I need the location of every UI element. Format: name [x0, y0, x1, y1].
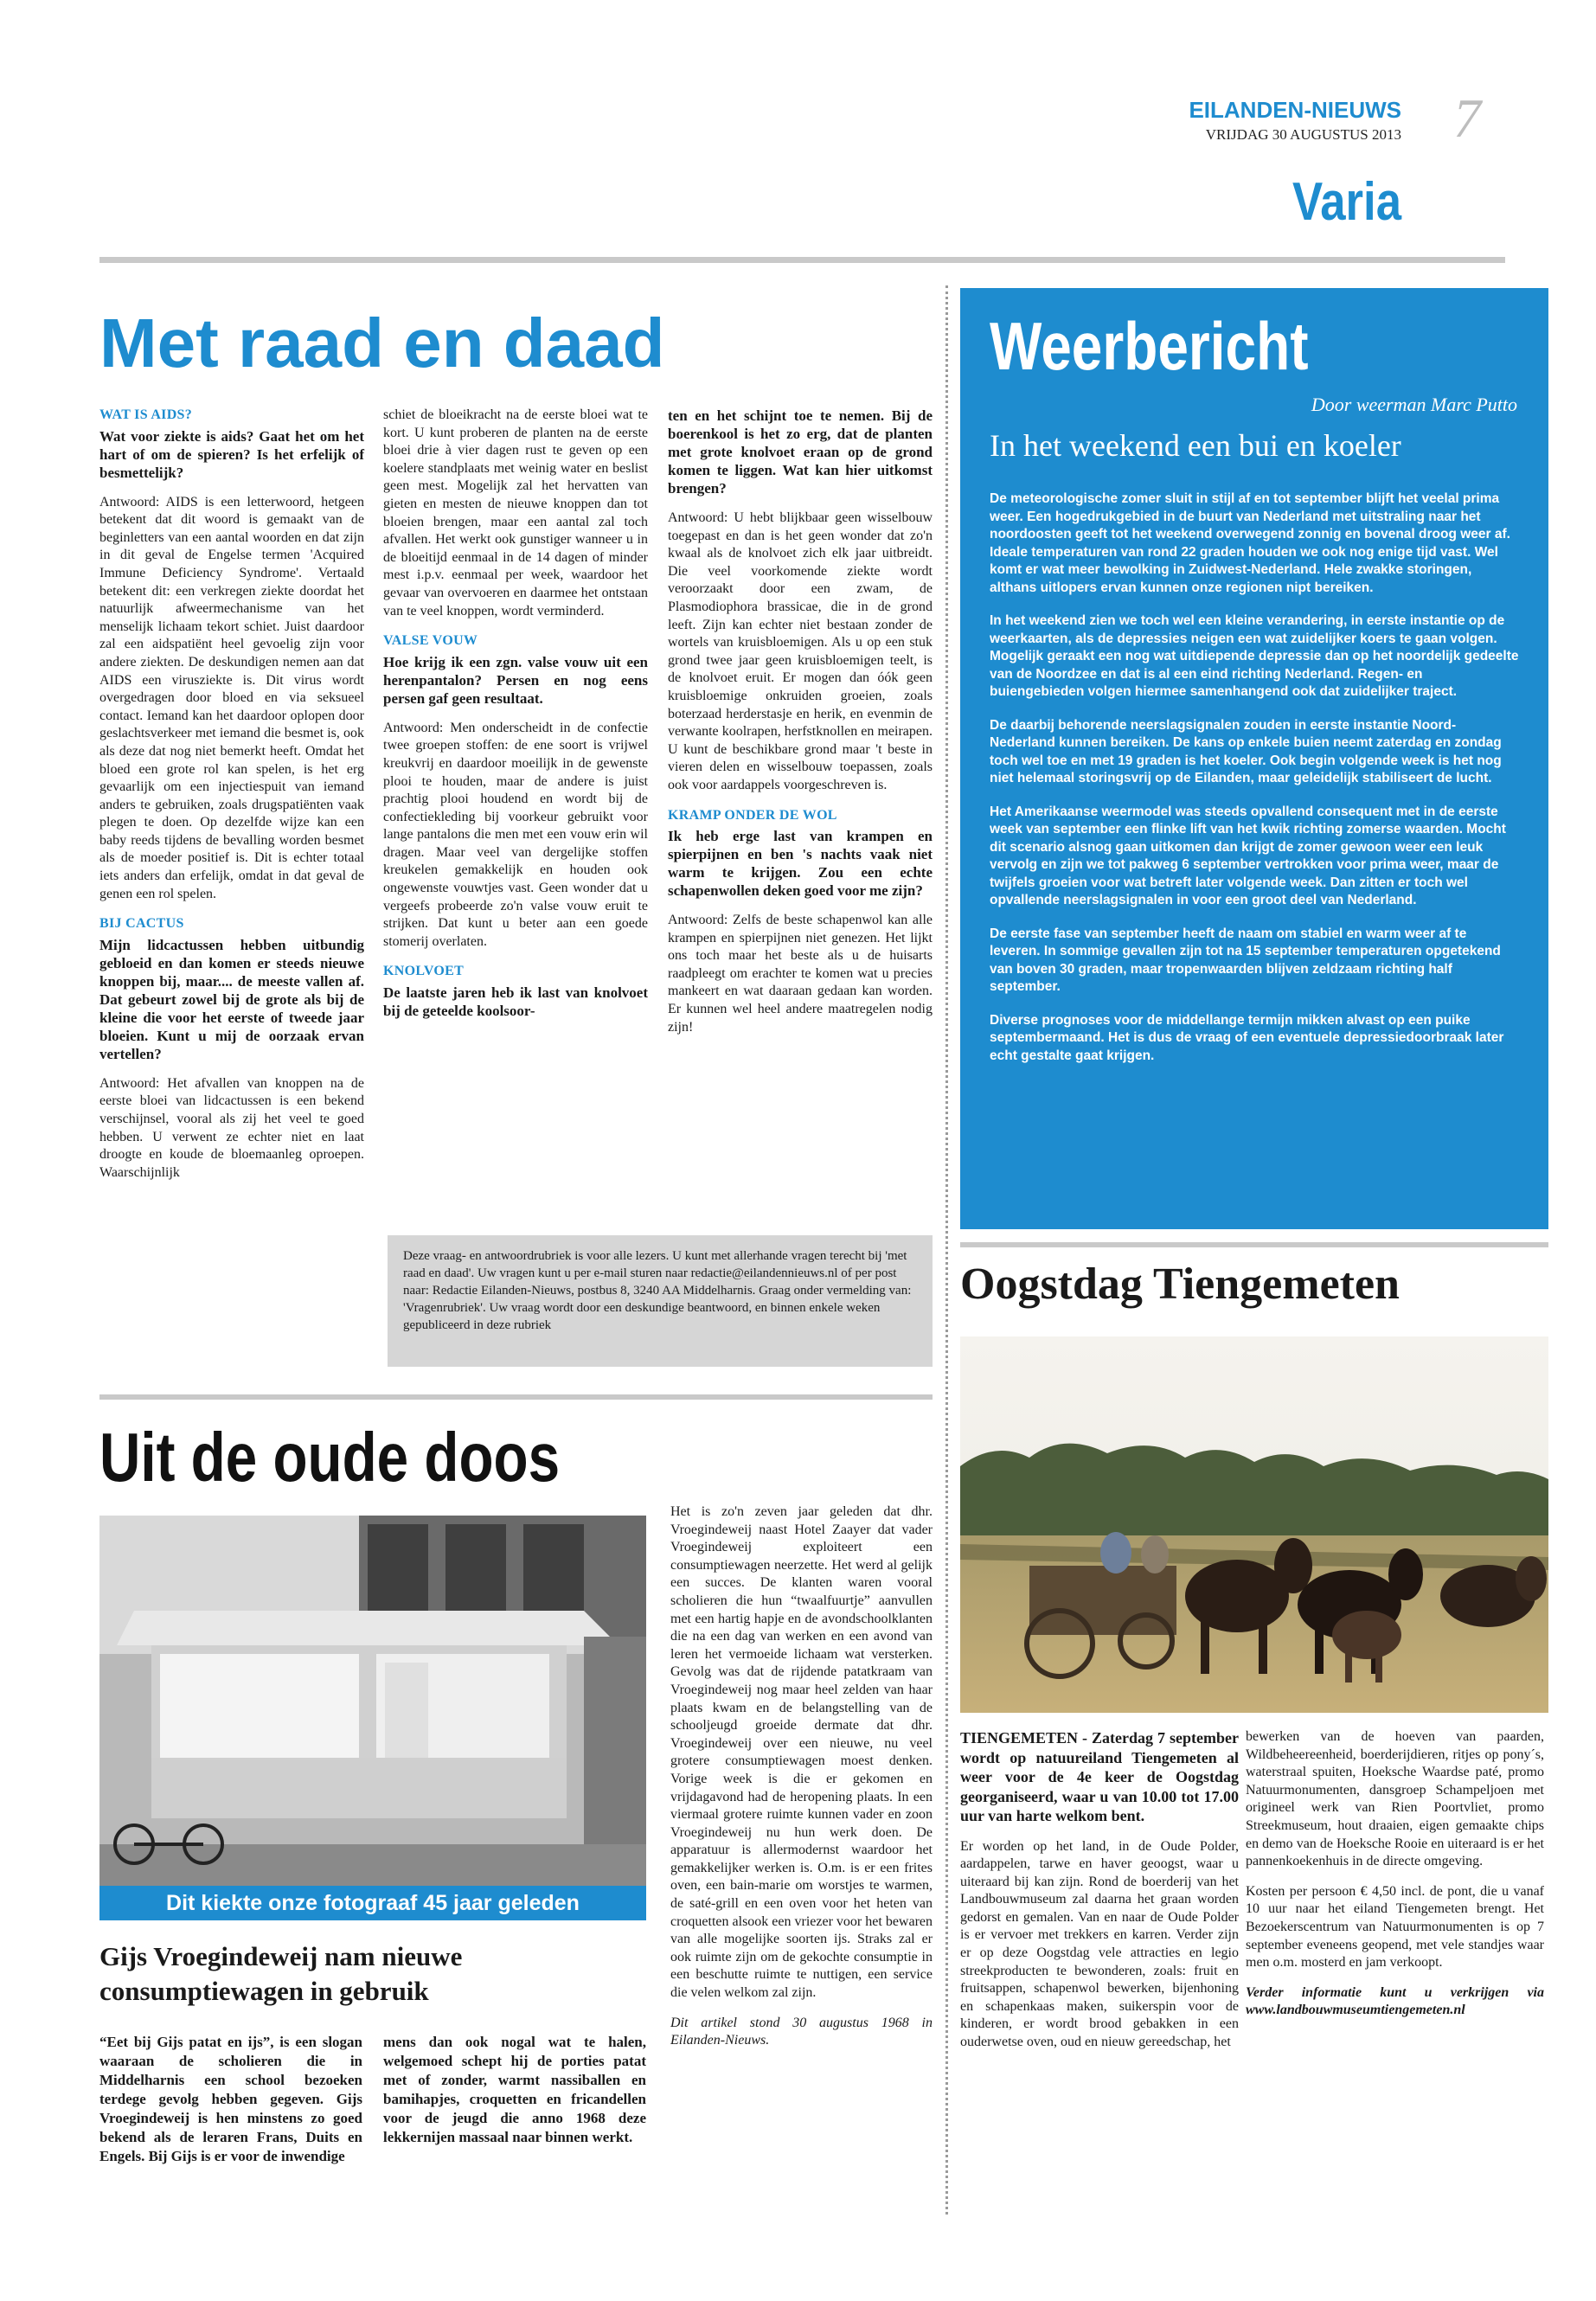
answer-vouw: Antwoord: Men onderscheidt in de confectie twee groepen stoffen: de ene soort is vrijwel kreukvrij en daardoor moeilijk in de gewenste plooi te houden, maar de andere is juist prachtig plooi houdend en wordt bij de confectiekleding bij voorkeur gebruikt voor lange pantalons die men met een vouw erin wil dragen. Maar veel van dergelijke stoffen kreukelen gemakkelijk en houden ook ongewenste vouwtjes vast. Geen wonder dat u vergeefs probeerde zo'n valse vouw eruit te strijken. Dat kunt u beter aan een goede stomerij overlaten. [383, 720, 648, 949]
oogst-lead: TIENGEMETEN - Zaterdag 7 september wordt op natuureiland Tiengemeten al weer voor de 4e keer de Oogstdag georganiseerd, waar u van 10.00 tot 17.00 uur van harte welkom bent. [960, 1729, 1239, 1824]
oogst-website: Verder informatie kunt u verkrijgen via www.landbouwmuseumtiengemeten.nl [1246, 1984, 1544, 2018]
oude-body: Het is zo'n zeven jaar geleden dat dhr. Vroegindeweij naast Hotel Zaayer dat vader Vroegindeweij exploiteert een consumptiewagen neerzette. Het werd al gelijk een succes. De klanten waren vooral scholieren die hun “twaalfuurtje” aanvullen met een hartig hapje en de avondschoolklanten die na een dag van werken en een avond van leren het vermoeide lichaam wat versterken. Gevolg was dat de rijdende patatkraam van Vroegindeweij nog maar heel zelden van haar plaats kwam en de belangstelling van de schooljeugd groeide dermate dat dhr. Vroegindeweij over een nieuwe, nu veel grotere consumptiewagen moest denken. Vorige week is die er gekomen en vrijdagavond had de heropening plaats. In een viermaal grotere ruimte kunnen vader en zoon Vroegindeweij nu hun werk doen. De apparatuur is allermodernst waardoor het gemakkelijker werken is. O.m. is er een frites oven, een bain-marie om worstjes te warmen, de saté-grill en een oven voor het heten van croquetten alsook een vriezer voor het bewaren van alle mogelijke soorten ijs. Straks zal er ook ruimte zijn om de gekochte consumptie in een beschutte ruimte te nuttigen, een service die velen welkom zal zijn. [670, 1504, 933, 2001]
kicker-kramp: KRAMP ONDER DE WOL [668, 807, 837, 823]
rubriek-infobox: Deze vraag- en antwoordrubriek is voor alle lezers. U kunt met allerhande vragen terecht bij 'met raad en daad'. Uw vragen kunt u per e-mail sturen naar redactie@eilandennieuws.nl of per post naar: Redactie Eilanden-Nieuws, postbus 8, 3240 AA Middelharnis. Graag onder vermelding van: 'Vragenrubriek'. Uw vraag wordt door een deskundige beantwoord, en binnen enkele weken gepubliceerd in deze rubriek [388, 1235, 933, 1367]
weather-paragraph-1: De meteorologische zomer sluit in stijl af en tot september blijft het veelal prima weer. Een hogedrukgebied in de buurt van Nederland met uitstraling naar het noordoosten geeft tot het weekend overwegend zonnig en bovenal droog weer af. Ideale temperaturen van rond 22 graden houden we ook nog enige tijd vast. Wel komt er wat meer bewolking in Zuidwest-Nederland. Hele zwakke storingen, althans uitlopers ervan kunnen onze regionen nipt bereiken. [990, 491, 1510, 595]
weather-paragraph-2: In het weekend zien we toch wel een kleine verandering, in eerste instantie op de weerkaarten, als de depressies neigen een wat zuidelijker koers te gaan volgen. Mogelijk geraakt een nog wat uitdiepende depressie dan op het noordelijk gedeelte van de Noordzee en dat is al een eind richting Nederland. Regen- en buiengebieden volgen hiermee samenhangend ook dat zuidelijker traject. [990, 613, 1519, 699]
weather-bottom-divider [960, 1242, 1548, 1247]
answer-kramp: Antwoord: Zelfs de beste schapenwol kan alle krampen en spierpijnen niet genezen. Het lijkt ons toch maar het beste als u de huisarts raadpleegt om erachter te komen wat u precies mankeert en wat daaraan gedaan kan worden. Er kunnen wel heel andere maatregelen nodig zijn! [668, 913, 933, 1035]
question-vouw: Hoe krijg ik een zgn. valse vouw uit een herenpantalon? Persen en nog eens persen gaf geen resultaat. [383, 653, 648, 707]
kicker-cactus: BIJ CACTUS [99, 916, 184, 932]
archive-photo-caption: Dit kiekte onze fotograaf 45 jaar geleden [99, 1886, 646, 1920]
oude-lead-1: “Eet bij Gijs patat en ijs”, is een slogan waaraan de scholieren die in Middelharnis een school bezoeken terdege gevolg hebben gegeven. Gijs Vroegindeweij is hen minstens zo goed bekend als de leraren Frans, Duits en Engels. Bij Gijs is er voor de inwendige [99, 2034, 362, 2164]
kicker-knolvoet: KNOLVOET [383, 964, 465, 979]
kicker-vouw: VALSE VOUW [383, 633, 478, 649]
question-cactus: Mijn lidcactussen hebben uitbundig gebloeid en dan komen er steeds nieuwe knoppen bij, maar.... de meeste vallen af. Dat gebeurt zowel bij de grote als bij de kleine die voor het eerste of tweede jaar bloeien. Kunt u mij de oorzaak ervan vertellen? [99, 936, 364, 1062]
oogst-paragraph-3: Kosten per persoon € 4,50 incl. de pont, die u vanaf 10 uur naar het eiland Tiengemeten brengt. Het Bezoekerscentrum van Natuurmonumenten is op 7 september eveneens geopend, met vele standjes waar men o.m. mosterd en jam verkoopt. [1246, 1883, 1544, 1971]
issue-date: VRIJDAG 30 AUGUSTUS 2013 [1205, 126, 1401, 143]
page-number: 7 [1453, 87, 1481, 149]
raad-column-1 [99, 407, 364, 1194]
answer-aids: Antwoord: AIDS is een letterwoord, hetgeen betekent dat dit woord is gemaakt van de beginletters van een aantal woorden en dat zijn in dit geval de Engelse termen 'Acquired Immune Deficiency Syndrome'. Vertaald betekent dit: een verkregen ziekte doordat het natuurlijk afweermechanisme van het menselijk lichaam tekort schiet. Juist daardoor zal een aidspatiënt heel gevoelig zijn voor andere ziekten. De deskundigen nemen aan dat AIDS een virusziekte is. Dit virus wordt overgedragen door bloed en via seksueel contact. Iemand kan het daardoor oplopen door geslachtsverkeer met iemand die besmet is, ook als deze dat nog niet bemerkt heeft. Omdat het bloed een grote rol kan spelen, is het erg gevaarlijk om een injectiespuit van iemand anders te gebruiken, zoals drugspatiënten vaak plegen te doen. Op dezelfde wijze kan een baby reeds tijdens de bevalling worden besmet als de moeder positief is. Dit is echter totaal iets anders dan erfelijk, omdat in dat geval de genen een rol spelen. [99, 494, 364, 901]
masthead: EILANDEN-NIEUWS [1189, 97, 1401, 123]
question-knolvoet: De laatste jaren heb ik last van knolvoet bij de geteelde koolsoor- [383, 984, 648, 1020]
oude-body-column [670, 1503, 933, 2062]
answer-knolvoet: Antwoord: U hebt blijkbaar geen wisselbouw toegepast en dan is het geen wonder dat zo'n kwaal als de knolvoet zich elk jaar uitbreidt. Die veel voorkomende ziekte wordt veroorzaakt door een zwam, de Plasmodiophora brassicae, die in de grond leeft. Zijn kan echter niet bestaan zonder de wortels van kruisbloemigen. Als u op een stuk grond twee jaar geen kruisbloemigen teelt, is de knolvoet eruit. Er mogen dan óók geen kruisbloemige onkruiden groeien, zoals boterzaad herderstasje en herik, en evenmin de verwante koolrapen, herfstknollen en meirapen. U kunt de beschikbare grond maar 't beste in vieren delen en wisselbouw toepassen, zoals ook voor aardappels voorgeschreven is. [668, 510, 933, 792]
question-aids: Wat voor ziekte is aids? Gaat het om het hart of om de spieren? Is het erfelijk of besmettelijk? [99, 427, 364, 481]
oude-headline: Gijs Vroegindeweij nam nieuwe consumptiewagen in gebruik [99, 1941, 463, 2006]
oogst-column-2 [1246, 1728, 1544, 2032]
answer-cactus-cont: schiet de bloeikracht na de eerste bloei wat te kort. U kunt proberen de planten na de eerste bloei drie à vier dagen rust te geven op een koelere standplaats met weinig water en beslist geen mest. Mogelijk zal het hervatten van gieten en mesten de nieuwe knoppen dan tot bloeien brengen, maar een aantal zal toch afvallen. Het werkt ook gunstiger wanneer u in de bloeitijd eenmaal in de 14 dagen of minder mest i.p.v. eenmaal per week, waardoor het gevaar van overvoeren en daarmee het ontstaan van te veel knoppen, wordt verminderd. [383, 407, 648, 619]
oogst-title: Oogstdag Tiengemeten [960, 1259, 1400, 1309]
weather-paragraph-3: De daarbij behorende neerslagsignalen zouden in eerste instantie Noord-Nederland kunnen bereiken. De kans op enkele buien neemt zaterdag en zondag toch wel toe en met 19 graden is het koeler. Ook begin volgende week is het nog niet helemaal storingsvrij op de Eilanden, maar geleidelijk stabiliseert de lucht. [990, 717, 1502, 785]
kicker-aids: WAT IS AIDS? [99, 407, 193, 422]
raad-column-2 [383, 407, 648, 1032]
weather-byline: Door weerman Marc Putto [1311, 394, 1517, 415]
raad-bottom-divider [99, 1394, 933, 1400]
weather-title: Weerbericht [990, 308, 1309, 384]
oogst-paragraph-1: Er worden op het land, in de Oude Polder, aardappelen, tarwe en haver geoogst, waar u uiteraard bij kan zijn. Rond de boerderij van het Landbouwmuseum zal daarna het graan worden gedorst en gemalen. Van en naar de Oude Polder is er vervoer met trekkers en karren. Verder zijn er op deze Oogstdag vele attracties en legio streekproducten te bewonderen, zoals: fruit en fruitsappen, schapenwol bewerken, bijenhoning en schapenkaas maken, suikerspin voor de kinderen, er wordt brood gebakken in een ouderwetse oven, oud en nieuw gereedschap, het [960, 1838, 1239, 2050]
weather-box [960, 288, 1548, 1229]
weather-body [990, 490, 1519, 1080]
oude-doos-title: Uit de oude doos [99, 1419, 561, 1496]
oogst-column-1 [960, 1728, 1239, 2064]
raad-title: Met raad en daad [99, 304, 665, 381]
question-knolvoet-cont: ten en het schijnt toe te nemen. Bij de boerenkool is het zo erg, dat de planten met grote knolvoet eraan op de grond komen te liggen. Wat kan hier uitkomst brengen? [668, 407, 933, 497]
top-divider [99, 257, 1505, 263]
weather-paragraph-5: De eerste fase van september heeft de naam om stabiel en warm weer af te leveren. In sommige gevallen zijn tot na 15 september temperaturen opgetekend van boven 30 graden, maar tropenwaarden blijven zeldzaam richting half september. [990, 926, 1501, 994]
oogst-paragraph-2: bewerken van de hoeven van paarden, Wildbeheereenheid, boerderijdieren, ritjes op pony´s, waterstraal spuiten, Hoeksche Waardse paté, promo Natuurmonumenten, dansgroep Schampeljoen met origineel werk van Rien Poortvliet, promo Streekmuseum, hout draaien, eigen gemaakte chips en demo van de Hoeksche Rooie en uiteraard is er het pannenkoekenhuis in de directe omgeving. [1246, 1729, 1544, 1869]
question-kramp: Ik heb erge last van krampen en spierpijnen en ben 's nachts vaak niet warm te krijgen. Zou een echte schapenwollen deken goed voor me zijn? [668, 828, 933, 900]
answer-cactus: Antwoord: Het afvallen van knoppen na de eerste bloei van lidcactussen is een bekend verschijnsel, vooral als zij het veel te goed hebben. U verwent ze echter niet en laat droogte en koude de bloemaanleg oproepen. Waarschijnlijk [99, 1075, 364, 1180]
column-separator [945, 285, 948, 2214]
section-title: Varia [1292, 172, 1401, 232]
weather-paragraph-4: Het Amerikaanse weermodel was steeds opvallend consequent met in de eerste week van september een flinke lift van het kwik richting zomerse waarden. Mocht dit scenario alsnog gaan uitkomen dan krijgt de zomer gewoon weer een leuk vervolg en zijn we tot pakweg 6 september vertrokken voor prima weer, maar de twijfels groeien voor wat betreft later volgende week. Dan zitten er toch wel opvallende neerslagsignalen in voor een groot deel van Nederland. [990, 804, 1506, 907]
oude-source: Dit artikel stond 30 augustus 1968 in Eilanden-Nieuws. [670, 2015, 933, 2048]
weather-headline: In het weekend een bui en koeler [990, 428, 1401, 463]
raad-column-3 [668, 407, 933, 1048]
weather-paragraph-6: Diverse prognoses voor de middellange termijn mikken alvast op een puike septembermaand. Het is dus de vraag of een eventuele depressiedoorbraak later echt gestalte gaat krijgen. [990, 1012, 1504, 1063]
oude-lead-2: mens dan ook nogal wat te halen, welgemoed schept hij de porties patat met of zonder, warmt nassiballen en bamihapjes, croquetten en fricandellen voor de jeugd die anno 1968 deze lekkernijen massaal naar binnen werkt. [383, 2034, 646, 2145]
archive-photo [99, 1516, 646, 1886]
oogst-photo [960, 1336, 1548, 1713]
